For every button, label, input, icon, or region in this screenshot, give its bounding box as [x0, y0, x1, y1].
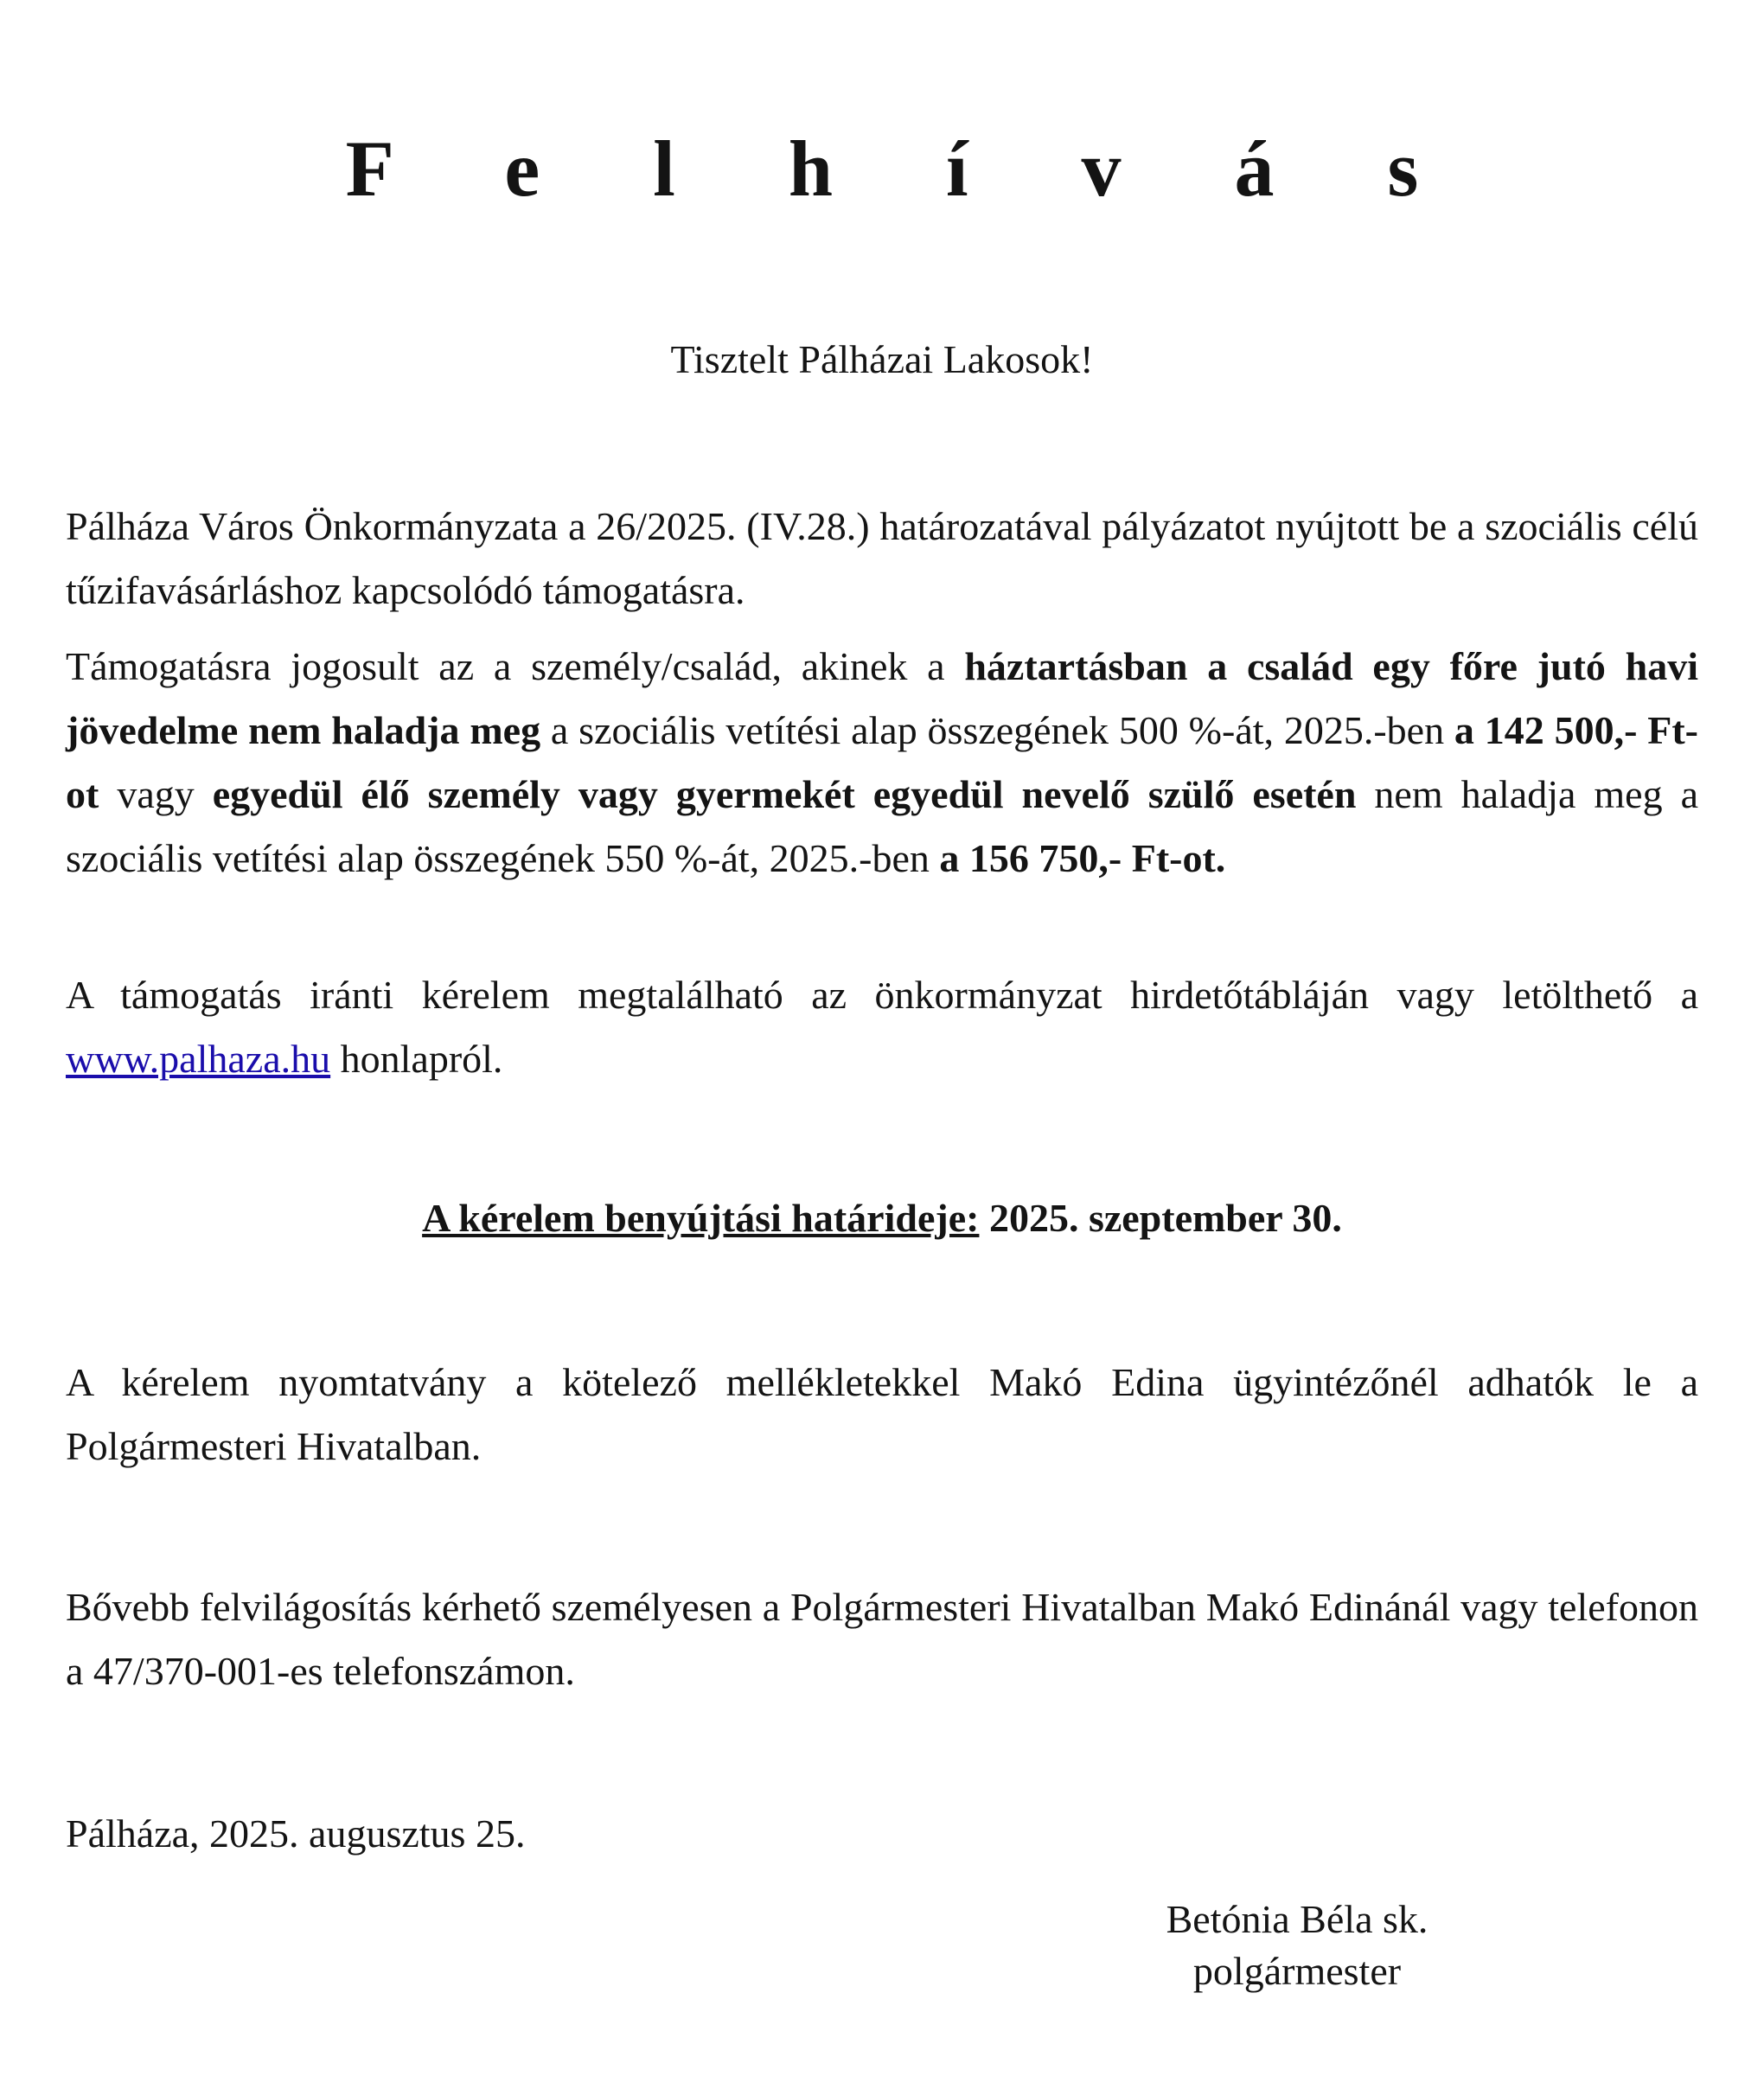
page-title: F e l h í v á s	[345, 125, 1466, 213]
paragraph-form-availability	[66, 963, 1698, 1091]
form-text-2: honlapról.	[330, 1037, 503, 1081]
eligibility-text-3: vagy	[99, 772, 213, 816]
date-line: Pálháza, 2025. augusztus 25.	[66, 1811, 526, 1856]
eligibility-bold-3: egyedül élő személy vagy gyermekét egyedül nevelő szülő esetén	[212, 772, 1357, 816]
eligibility-bold-4: a 156 750,- Ft-ot.	[939, 836, 1226, 880]
eligibility-bold-1: háztartásban a család egy főre jutó havi jövedelme nem haladja meg	[66, 644, 1699, 752]
deadline-line	[0, 1186, 1764, 1250]
paragraph-eligibility	[66, 635, 1698, 891]
deadline-label: A kérelem benyújtási határideje:	[422, 1196, 980, 1240]
eligibility-text-2: a szociális vetítési alap összegének 500 %-át, 2025.-ben	[540, 708, 1454, 752]
eligibility-bold-2: a 142 500,- Ft-ot	[66, 708, 1698, 816]
paragraph-information: Bővebb felvilágosítás kérhető személyesen a Polgármesteri Hivatalban Makó Edinánál vagy telefonon a 47/370-001-es telefonszámon.	[66, 1585, 1698, 1693]
website-link[interactable]: www.palhaza.hu	[66, 1037, 331, 1081]
eligibility-text-4: nem haladja meg a szociális vetítési alap összegének 550 %-át, 2025.-ben	[66, 772, 1698, 880]
paragraph-submission: A kérelem nyomtatvány a kötelező mellékletekkel Makó Edina ügyintézőnél adhatók le a Polgármesteri Hivatalban.	[66, 1360, 1698, 1468]
form-text-1: A támogatás iránti kérelem megtalálható az önkormányzat hirdetőtábláján vagy letölthető a	[66, 973, 1698, 1017]
salutation: Tisztelt Pálházai Lakosok!	[670, 337, 1094, 381]
deadline-date: 2025. szeptember 30.	[979, 1196, 1342, 1240]
signature-name: Betónia Béla sk.	[1166, 1897, 1428, 1941]
paragraph-intro: Pálháza Város Önkormányzata a 26/2025. (IV.28.) határozatával pályázatot nyújtott be a szociális célú tűzifavásárláshoz kapcsolódó támogatásra.	[66, 504, 1698, 612]
signature-role: polgármester	[1192, 1949, 1402, 1993]
eligibility-text-1: Támogatásra jogosult az a személy/család, akinek a	[66, 644, 965, 688]
